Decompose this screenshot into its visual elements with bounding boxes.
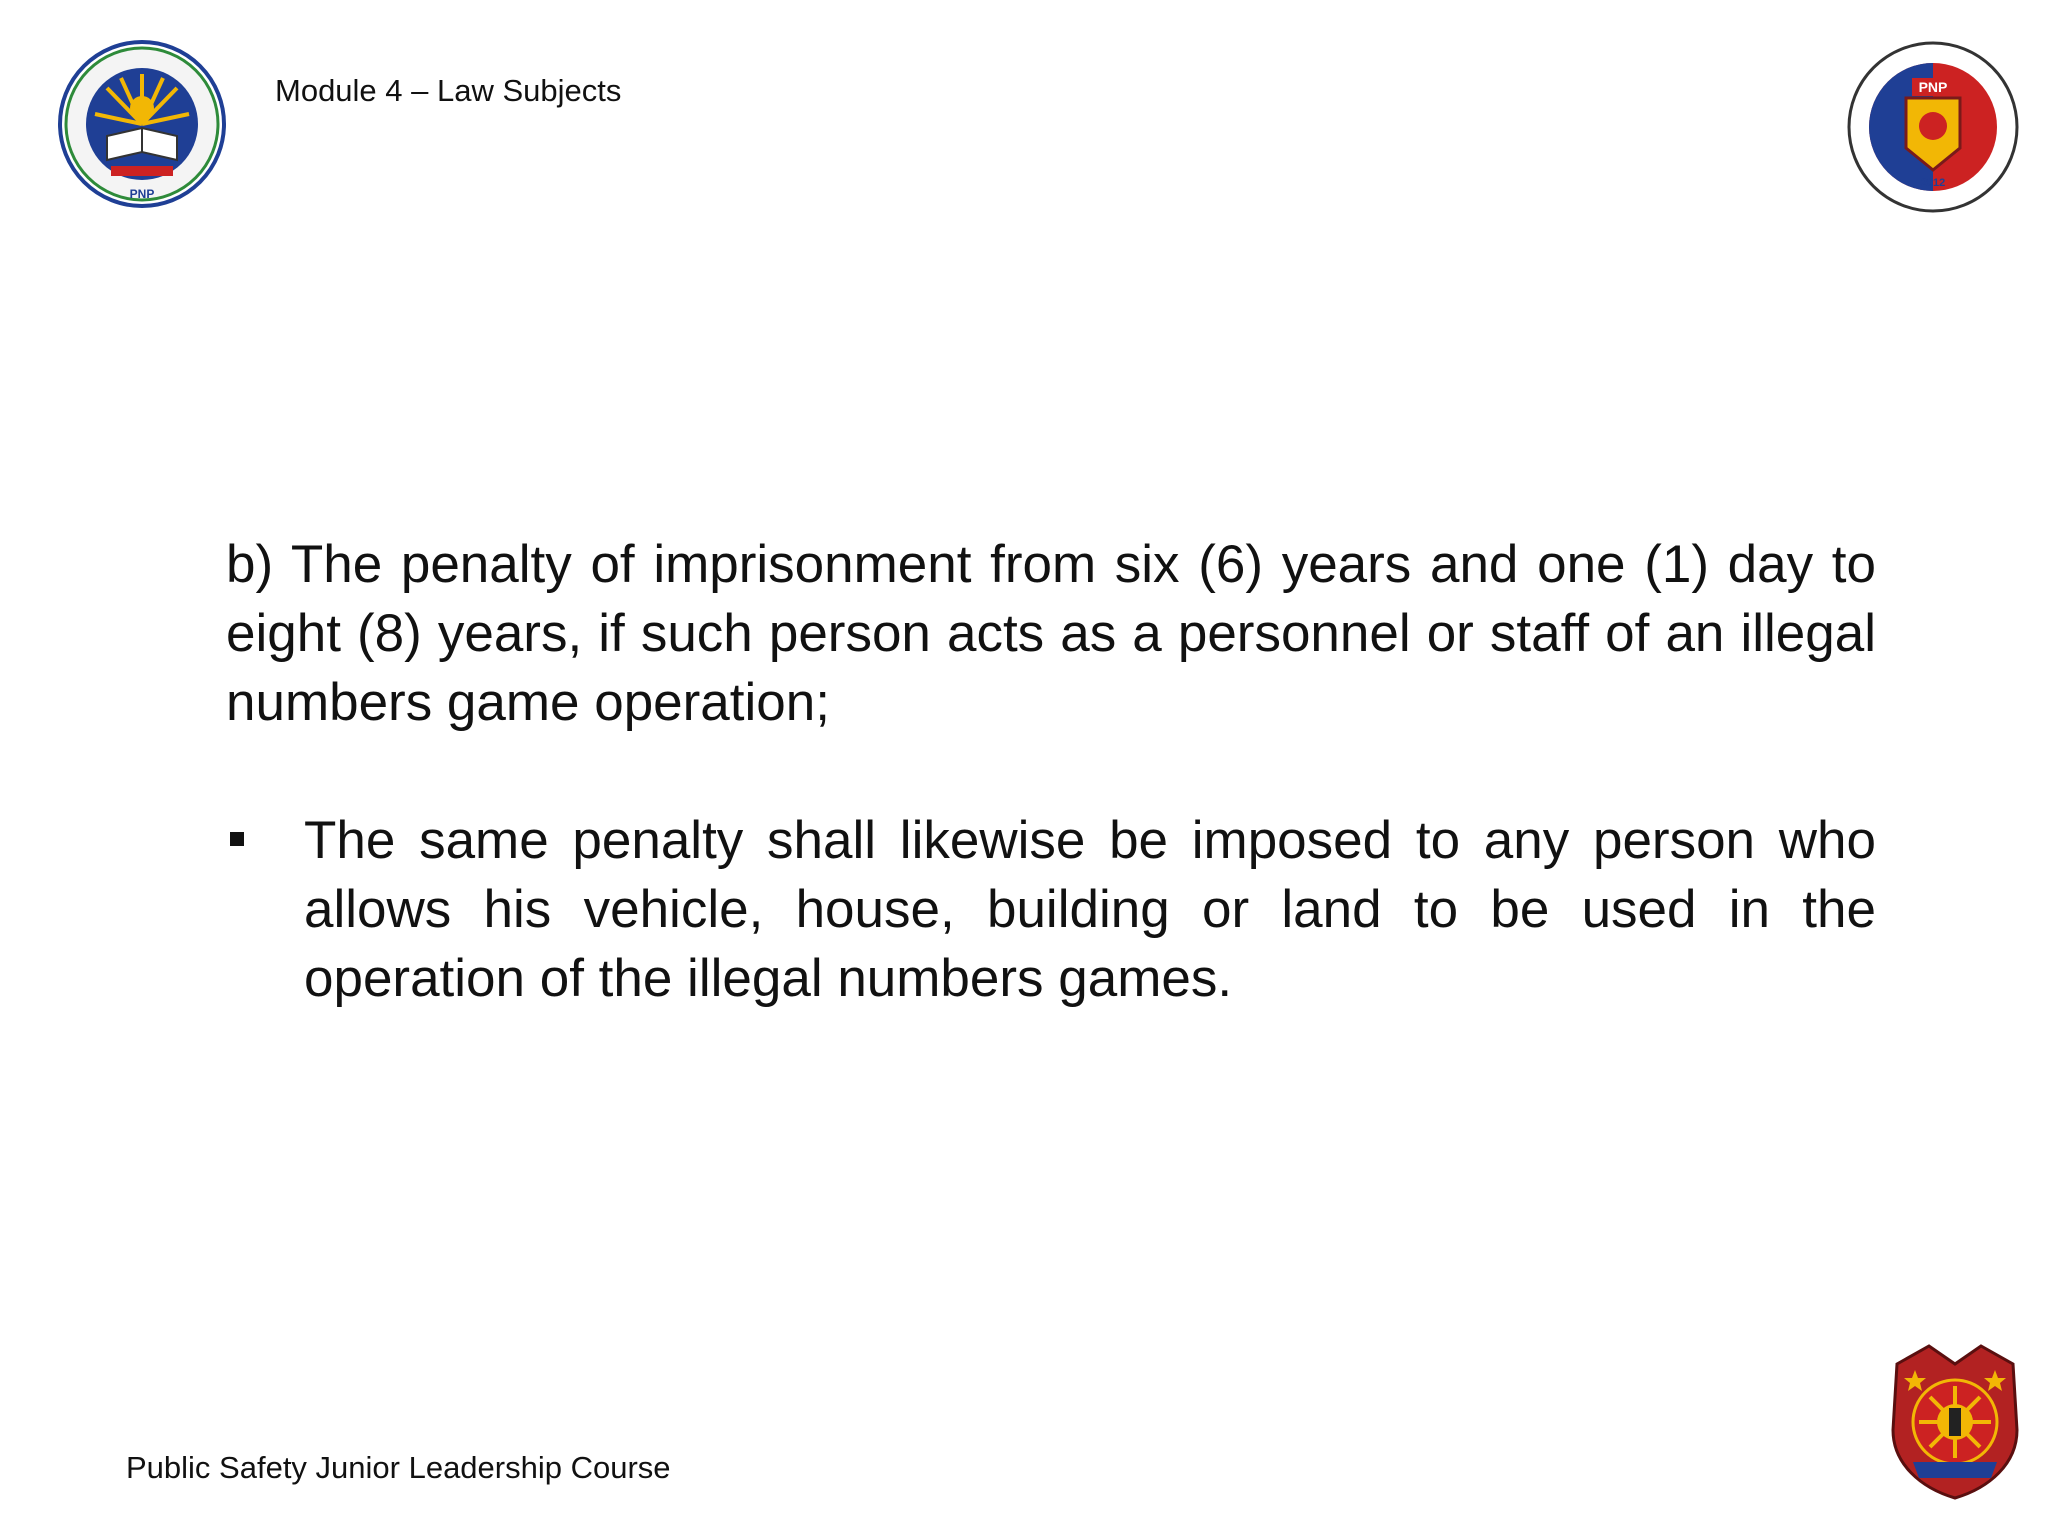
bullet-text: The same penalty shall likewise be imposed to any person who allows his vehicle, house, building or land to be used in the operation of the illegal numbers games. bbox=[304, 811, 1876, 1008]
page-title: Module 4 – Law Subjects bbox=[275, 73, 622, 108]
slide-body bbox=[226, 530, 1876, 1013]
course-name: Public Safety Junior Leadership Course bbox=[126, 1450, 671, 1485]
bullet-item bbox=[226, 806, 1876, 1013]
pnp-badge-icon bbox=[1885, 1342, 2025, 1502]
left-seal-lettering: PNP bbox=[129, 187, 155, 201]
square-bullet-icon bbox=[230, 832, 244, 846]
pnp-directorate-seal-icon bbox=[57, 38, 227, 210]
right-seal-year: 2012 bbox=[1920, 177, 1946, 189]
penalty-paragraph: b) The penalty of imprisonment from six (6) years and one (1) day to eight (8) years, if such person acts as a personnel or staff of an illegal numbers game operation; bbox=[226, 535, 1876, 732]
right-seal-lettering: PNP bbox=[1918, 79, 1948, 95]
pnp-training-institute-seal-icon bbox=[1846, 38, 2021, 216]
